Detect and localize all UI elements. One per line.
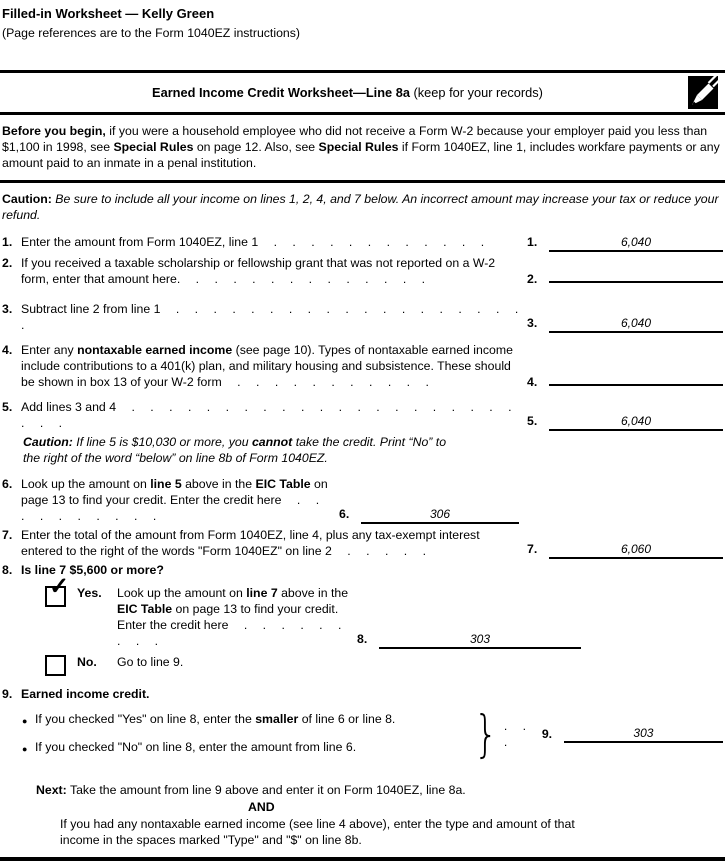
line-5-entry <box>527 413 723 431</box>
worksheet-banner <box>0 73 725 112</box>
line-3-text: Subtract line 2 from line 1 . . . . . . . . . . . . . . . . . . . . <box>21 302 519 332</box>
line-7-entry <box>527 541 723 559</box>
line-1-text: Enter the amount from Form 1040EZ, line 1 . . . . . . . . . . . . <box>21 235 485 249</box>
checkmark-icon: ✓ <box>49 573 70 600</box>
divider-bottom <box>0 857 725 861</box>
line-8-yes-row <box>45 573 723 649</box>
line-3-amount-field[interactable]: 6,040 <box>549 316 723 333</box>
line-2-amount-field[interactable] <box>549 266 723 283</box>
line-6-text: Look up the amount on line 5 above in the EIC Table on page 13 to find your credit. Enter the credit here . . . . . . . . . . <box>21 477 328 523</box>
worksheet-line-6 <box>2 476 723 524</box>
yes-checkbox[interactable] <box>45 573 70 607</box>
worksheet-title-main: Earned Income Credit Worksheet—Line 8a <box>152 84 410 100</box>
next-continuation: If you had any nontaxable earned income (see line 4 above), enter the type and amount of that income in the spaces marked "Type" and "$" on line 8b. <box>60 817 575 847</box>
line-2-entry-label: 2. <box>527 272 538 286</box>
worksheet-title-note: (keep for your records) <box>409 84 543 100</box>
line-7-text: Enter the total of the amount from Form 1040EZ, line 4, plus any tax-exempt interest entered to the right of the words "Form 1040EZ" on line 2 . . . . . <box>21 528 480 558</box>
line-5-text: Add lines 3 and 4 . . . . . . . . . . . . . . . . . . . . . . . . <box>21 400 512 430</box>
line-9-row <box>21 705 723 763</box>
worksheet-line-2 <box>2 255 723 287</box>
worksheet-lines <box>2 234 723 763</box>
line-5-amount-field[interactable]: 6,040 <box>549 414 723 431</box>
line-5-caution-note: Caution: If line 5 is $10,030 or more, you cannot take the credit. Print “No” to the right of the word “below” on line 8b of Form 1040EZ. <box>23 435 447 465</box>
line-6-entry-label: 6. <box>339 507 350 521</box>
line-6-amount-field[interactable]: 306 <box>361 507 519 524</box>
no-label: No. <box>77 655 97 669</box>
line-7-entry-label: 7. <box>527 542 538 556</box>
line-9-entry-label: 9. <box>541 727 553 741</box>
divider-caution <box>0 180 725 183</box>
line-8-entry-label: 8. <box>357 632 368 646</box>
worksheet-line-7 <box>2 527 723 559</box>
line-6-entry <box>339 506 519 524</box>
next-instructions <box>36 782 723 848</box>
line-9-bullet-yes-text: If you checked "Yes" on line 8, enter the smaller of line 6 or line 8. <box>35 712 396 726</box>
line-9-bullet-no <box>22 739 470 757</box>
line-2-text: If you received a taxable scholarship or fellowship grant that was not reported on a W-2 form, enter that amount here. . . . . . . . . . . . . . <box>21 256 496 286</box>
caution-note: Caution: Be sure to include all your income on lines 1, 2, 4, and 7 below. An incorrect amount may increase your tax or reduce your refund. <box>2 192 719 222</box>
line-8-question: Is line 7 $5,600 or more? <box>21 563 164 577</box>
worksheet-line-5 <box>2 399 723 431</box>
worksheet-line-8 <box>2 562 723 676</box>
worksheet-line-3 <box>2 301 723 333</box>
line-4-number: 4. <box>2 343 13 357</box>
line-8-no-text: Go to line 9. <box>117 655 184 669</box>
next-lead: Next: Take the amount from line 9 above and enter it on Form 1040EZ, line 8a. <box>36 783 466 797</box>
line-9-heading: Earned income credit. <box>21 687 150 701</box>
page-title: Filled-in Worksheet — Kelly Green <box>2 6 215 21</box>
line-4-amount-field[interactable] <box>549 369 723 386</box>
bullet-icon: ● <box>22 716 28 726</box>
line-9-bullets <box>22 711 470 757</box>
worksheet-title <box>152 85 573 101</box>
line-8-amount-field[interactable]: 303 <box>379 632 581 649</box>
line-2-number: 2. <box>2 256 13 270</box>
and-label: AND <box>248 800 275 814</box>
worksheet-line-9 <box>2 686 723 763</box>
line-6-number: 6. <box>2 477 13 491</box>
line-1-amount-field[interactable]: 6,040 <box>549 235 723 252</box>
line-2-entry <box>527 266 723 287</box>
line-7-number: 7. <box>2 528 13 542</box>
line-5-entry-label: 5. <box>527 414 538 428</box>
bullet-icon: ● <box>22 744 28 754</box>
line-7-amount-field[interactable]: 6,060 <box>549 542 723 559</box>
line-8-number: 8. <box>2 563 13 577</box>
pencil-icon <box>688 76 718 109</box>
line-4-entry <box>527 369 723 390</box>
no-checkbox[interactable] <box>45 655 66 676</box>
brace-icon: } <box>473 705 498 763</box>
divider-banner <box>0 112 725 115</box>
line-9-bullet-yes <box>22 711 470 729</box>
line-9-number: 9. <box>2 687 13 701</box>
line-8-entry <box>357 631 581 649</box>
line-3-entry-label: 3. <box>527 316 538 330</box>
line-9-bullet-no-text: If you checked "No" on line 8, enter the amount from line 6. <box>35 740 357 754</box>
line-9-dot-leader: . . . <box>503 719 527 749</box>
line-1-entry <box>527 234 723 252</box>
line-8-no-row <box>45 654 723 676</box>
yes-label: Yes. <box>77 586 102 600</box>
worksheet-line-4 <box>2 342 723 390</box>
line-3-number: 3. <box>2 302 13 316</box>
line-8-yes-text: Look up the amount on line 7 above in the EIC Table on page 13 to find your credit. Enter the credit here . . . . . . . . . <box>117 586 349 648</box>
before-you-begin-note: Before you begin, if you were a household employee who did not receive a Form W-2 because your employer paid you less than $1,100 in 1998, see Special Rules on page 12. Also, see Special Rules if Form 1040EZ, line 1, includes workfare payments or any amount paid to an inmate in a penal institution. <box>2 124 720 170</box>
line-5-number: 5. <box>2 400 13 414</box>
line-1-number: 1. <box>2 235 13 249</box>
line-4-text: Enter any nontaxable earned income (see page 10). Types of nontaxable earned income include contributions to a 401(k) plan, and military housing and subsistence. These should be shown in box 13 of your W-2 form . . . . . . . . . . . <box>21 343 513 389</box>
line-9-amount-field[interactable]: 303 <box>564 726 723 743</box>
page-subtitle: (Page references are to the Form 1040EZ instructions) <box>2 26 300 40</box>
line-3-entry <box>527 315 723 333</box>
line-1-entry-label: 1. <box>527 235 538 249</box>
worksheet-line-1 <box>2 234 723 252</box>
line-4-entry-label: 4. <box>527 375 538 389</box>
